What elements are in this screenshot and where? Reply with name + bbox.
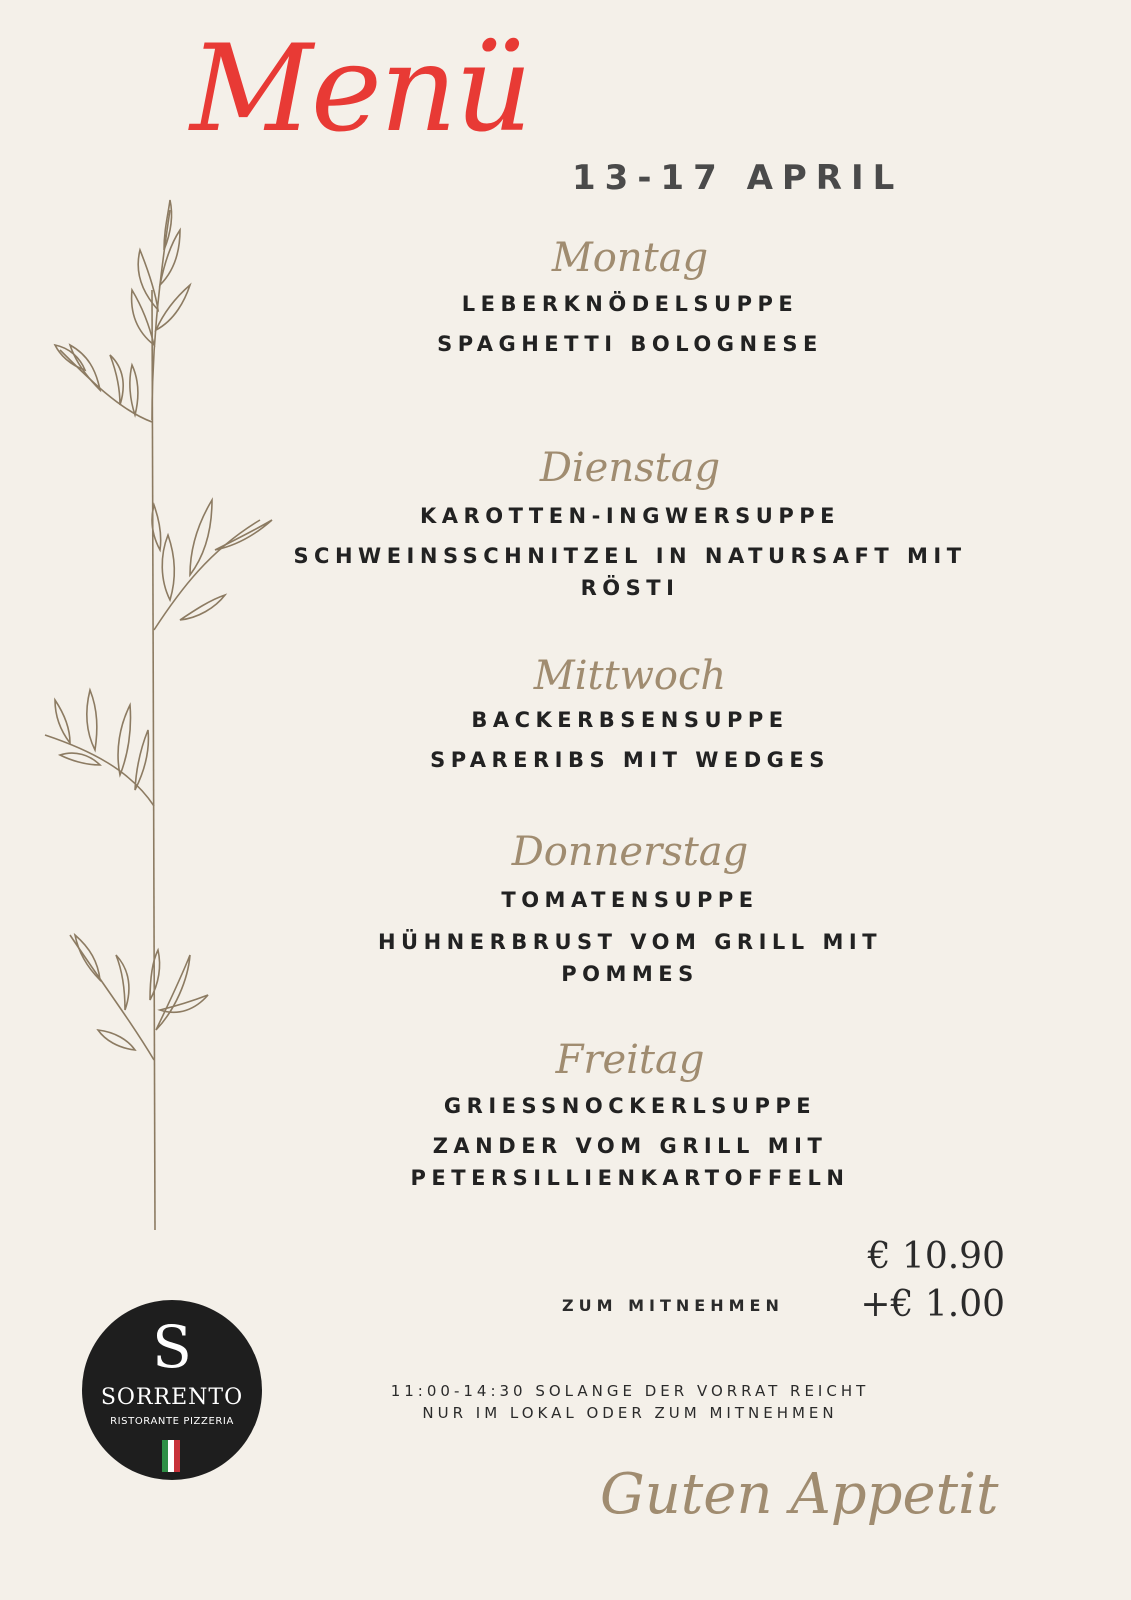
- price: € 10.90: [867, 1236, 1005, 1277]
- logo-name: SORRENTO: [100, 1385, 244, 1410]
- dish-main-dienstag: SCHWEINSSCHNITZEL IN NATURSAFT MIT RÖSTI: [293, 544, 967, 600]
- day-heading-dienstag: Dienstag: [539, 445, 721, 491]
- vine-decoration-icon: [40, 190, 280, 1230]
- dish-main-donnerstag: HÜHNERBRUST VOM GRILL MIT POMMES: [377, 930, 883, 986]
- dish-soup-donnerstag: TOMATENSUPPE: [501, 888, 759, 912]
- restaurant-logo: [82, 1300, 262, 1480]
- logo-letter: S: [152, 1313, 192, 1381]
- dish-soup-freitag: GRIESSNOCKERLSUPPE: [443, 1094, 817, 1118]
- day-heading-montag: Montag: [551, 235, 709, 281]
- dish-soup-montag: LEBERKNÖDELSUPPE: [461, 292, 799, 316]
- dish-soup-dienstag: KAROTTEN-INGWERSUPPE: [420, 504, 840, 528]
- day-heading-freitag: Freitag: [555, 1037, 705, 1083]
- day-heading-donnerstag: Donnerstag: [511, 829, 749, 875]
- italian-flag-icon: [162, 1440, 180, 1472]
- menu-title: Menü: [190, 20, 531, 159]
- service-note: NUR IM LOKAL ODER ZUM MITNEHMEN: [422, 1404, 838, 1422]
- dish-main-freitag: ZANDER VOM GRILL MIT PETERSILLIENKARTOFFELN: [410, 1134, 850, 1190]
- takeaway-surcharge: +€ 1.00: [860, 1284, 1005, 1325]
- dish-main-montag: SPAGHETTI BOLOGNESE: [437, 332, 823, 356]
- takeaway-label: ZUM MITNEHMEN: [562, 1296, 784, 1315]
- dish-soup-mittwoch: BACKERBSENSUPPE: [471, 708, 789, 732]
- flag-red-stripe: [174, 1440, 180, 1472]
- signoff: Guten Appetit: [600, 1462, 999, 1527]
- day-heading-mittwoch: Mittwoch: [533, 653, 727, 699]
- logo-subtitle: RISTORANTE PIZZERIA: [110, 1416, 234, 1427]
- dish-main-mittwoch: SPARERIBS MIT WEDGES: [430, 748, 830, 772]
- hours-note: 11:00-14:30 SOLANGE DER VORRAT REICHT: [390, 1382, 870, 1400]
- date-range: 13-17 APRIL: [572, 158, 904, 198]
